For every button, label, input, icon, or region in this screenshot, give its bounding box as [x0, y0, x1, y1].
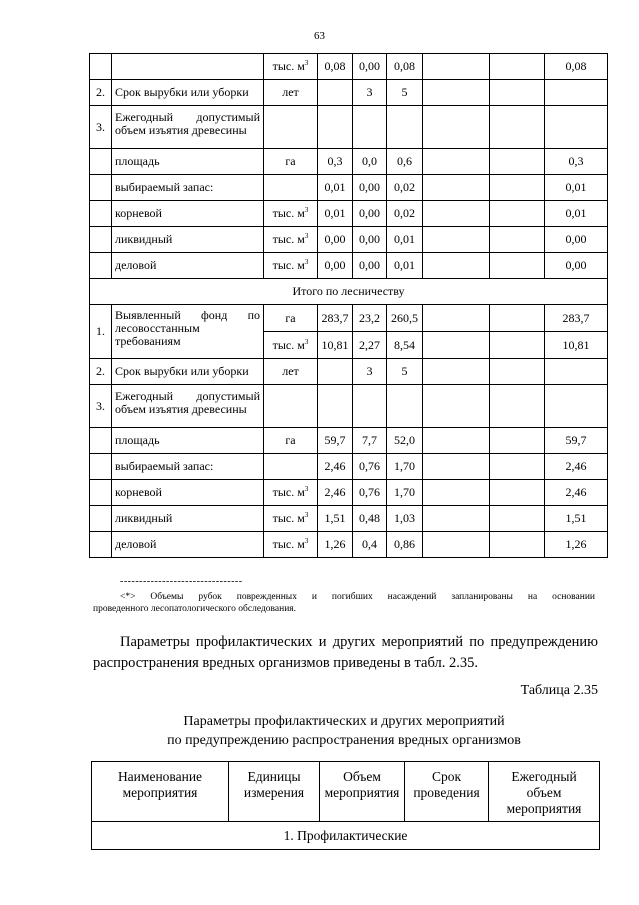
table-row — [90, 253, 608, 279]
value-cell — [318, 359, 353, 385]
value-cell: 0,76 — [353, 454, 387, 480]
table-row — [90, 359, 608, 385]
unit-cell — [264, 149, 318, 175]
value-cell: 0,3 — [545, 149, 608, 175]
unit-text: га — [285, 154, 296, 168]
row-number: 1. — [90, 305, 112, 359]
row-number — [90, 480, 112, 506]
value-cell: 0,00 — [353, 253, 387, 279]
unit-cell — [264, 332, 318, 359]
value-cell — [490, 149, 545, 175]
row-name: корневой — [112, 201, 264, 227]
section-row — [90, 279, 608, 305]
value-cell: 0,01 — [387, 227, 423, 253]
table-row — [90, 480, 608, 506]
value-cell: 0,01 — [545, 201, 608, 227]
row-number — [90, 201, 112, 227]
empty-cell — [318, 106, 353, 149]
row-name-line-2: лесовосстанным — [115, 321, 200, 335]
row-number — [90, 428, 112, 454]
empty-cell — [264, 385, 318, 428]
unit-text: га — [285, 433, 296, 447]
value-cell — [423, 253, 490, 279]
body-paragraph — [93, 632, 598, 674]
value-cell: 2,46 — [545, 480, 608, 506]
row-name: Срок вырубки или уборки — [112, 359, 264, 385]
value-cell — [490, 359, 545, 385]
value-cell: 0,0 — [353, 149, 387, 175]
value-cell: 0,48 — [353, 506, 387, 532]
value-cell — [423, 175, 490, 201]
value-cell: 0,00 — [545, 227, 608, 253]
value-cell: 0,00 — [353, 201, 387, 227]
row-name-line-2: объем изъятия древесины — [115, 123, 247, 137]
empty-cell — [318, 385, 353, 428]
empty-cell — [264, 106, 318, 149]
unit-text: тыс. м — [272, 511, 305, 525]
row-name-line-1: Ежегодный допустимый — [115, 110, 260, 124]
value-cell: 0,86 — [387, 532, 423, 558]
value-cell: 0,01 — [545, 175, 608, 201]
row-name-line-1: Выявленный фонд по — [115, 308, 260, 322]
value-cell: 5 — [387, 80, 423, 106]
value-cell: 7,7 — [353, 428, 387, 454]
row-name: площадь — [112, 149, 264, 175]
value-cell: 23,2 — [353, 305, 387, 332]
empty-cell — [545, 385, 608, 428]
value-cell: 59,7 — [318, 428, 353, 454]
row-number — [90, 175, 112, 201]
measures-section-row — [92, 822, 600, 850]
empty-cell — [387, 385, 423, 428]
value-cell: 0,00 — [318, 253, 353, 279]
value-cell — [490, 227, 545, 253]
row-number — [90, 532, 112, 558]
page-number: 63 — [314, 30, 325, 42]
table-title-line-1: Параметры профилактических и других мероприятий — [183, 714, 505, 729]
table-title — [93, 712, 595, 750]
paragraph-line-2: распространения вредных организмов приведены в табл. 2.35. — [93, 655, 478, 671]
measures-section-title: 1. Профилактические — [92, 822, 600, 850]
value-cell: 0,02 — [387, 175, 423, 201]
row-name: Срок вырубки или уборки — [112, 80, 264, 106]
value-cell: 0,00 — [353, 175, 387, 201]
value-cell: 260,5 — [387, 305, 423, 332]
unit-text: тыс. м — [272, 206, 305, 220]
value-cell: 0,3 — [318, 149, 353, 175]
unit-superscript: 3 — [304, 232, 309, 240]
table-row — [90, 106, 608, 149]
unit-cell — [264, 359, 318, 385]
value-cell — [423, 305, 490, 332]
value-cell: 0,01 — [318, 201, 353, 227]
value-cell: 3 — [353, 80, 387, 106]
table-row — [90, 532, 608, 558]
value-cell — [423, 54, 490, 80]
value-cell — [423, 506, 490, 532]
value-cell — [545, 359, 608, 385]
value-cell — [490, 428, 545, 454]
unit-cell — [264, 80, 318, 106]
value-cell — [423, 201, 490, 227]
value-cell — [423, 80, 490, 106]
value-cell — [490, 253, 545, 279]
value-cell: 0,00 — [353, 54, 387, 80]
table-row — [90, 175, 608, 201]
value-cell: 5 — [387, 359, 423, 385]
unit-cell — [264, 428, 318, 454]
row-name: выбираемый запас: — [112, 454, 264, 480]
empty-cell — [353, 106, 387, 149]
value-cell — [490, 54, 545, 80]
footnote — [93, 591, 595, 615]
row-name: деловой — [112, 532, 264, 558]
footnote-separator: -------------------------------- — [120, 576, 243, 587]
row-name: корневой — [112, 480, 264, 506]
empty-cell — [490, 106, 545, 149]
table-title-line-2: по предупреждению распространения вредных организмов — [167, 733, 521, 748]
unit-text: тыс. м — [272, 232, 305, 246]
value-cell: 0,4 — [353, 532, 387, 558]
value-cell: 10,81 — [545, 332, 608, 359]
row-number — [90, 506, 112, 532]
value-cell — [490, 480, 545, 506]
row-number — [90, 253, 112, 279]
unit-cell — [264, 227, 318, 253]
row-name — [112, 385, 264, 428]
value-cell: 1,51 — [318, 506, 353, 532]
unit-text: га — [285, 310, 296, 325]
value-cell: 2,27 — [353, 332, 387, 359]
value-cell: 0,08 — [318, 54, 353, 80]
row-name — [112, 106, 264, 149]
fund-row-a — [90, 305, 608, 332]
row-number: 3. — [90, 106, 112, 149]
empty-cell — [353, 385, 387, 428]
unit-text: лет — [282, 364, 299, 378]
row-number — [90, 227, 112, 253]
value-cell — [490, 454, 545, 480]
value-cell: 1,26 — [545, 532, 608, 558]
value-cell: 0,01 — [387, 253, 423, 279]
value-cell — [423, 532, 490, 558]
empty-cell — [387, 106, 423, 149]
value-cell — [490, 201, 545, 227]
row-name-line-2: объем изъятия древесины — [115, 402, 247, 416]
table-row — [90, 454, 608, 480]
table-row — [90, 201, 608, 227]
unit-superscript: 3 — [304, 206, 309, 214]
value-cell: 3 — [353, 359, 387, 385]
unit-superscript: 3 — [304, 258, 309, 266]
row-number — [90, 454, 112, 480]
value-cell: 0,00 — [545, 253, 608, 279]
row-name: ликвидный — [112, 227, 264, 253]
empty-cell — [423, 385, 490, 428]
row-name: ликвидный — [112, 506, 264, 532]
value-cell — [490, 332, 545, 359]
value-cell: 1,26 — [318, 532, 353, 558]
row-name: выбираемый запас: — [112, 175, 264, 201]
unit-cell — [264, 253, 318, 279]
value-cell — [423, 454, 490, 480]
value-cell — [423, 149, 490, 175]
value-cell: 0,00 — [318, 227, 353, 253]
value-cell: 1,03 — [387, 506, 423, 532]
measures-table — [91, 761, 600, 850]
measures-header-row — [92, 762, 600, 822]
unit-cell — [264, 305, 318, 332]
unit-text: тыс. м — [272, 258, 305, 272]
table-row — [90, 385, 608, 428]
value-cell — [423, 227, 490, 253]
row-name: площадь — [112, 428, 264, 454]
table-row — [90, 227, 608, 253]
unit-cell — [264, 506, 318, 532]
unit-cell — [264, 532, 318, 558]
value-cell — [490, 532, 545, 558]
unit-superscript: 3 — [304, 485, 309, 493]
table-row — [90, 428, 608, 454]
value-cell: 10,81 — [318, 332, 353, 359]
value-cell: 0,01 — [318, 175, 353, 201]
unit-cell — [264, 54, 318, 80]
value-cell — [490, 80, 545, 106]
row-name — [112, 54, 264, 80]
unit-cell — [264, 454, 318, 480]
section-title: Итого по лесничеству — [90, 279, 608, 305]
row-number — [90, 54, 112, 80]
value-cell: 283,7 — [545, 305, 608, 332]
unit-superscript: 3 — [304, 337, 309, 346]
value-cell: 0,76 — [353, 480, 387, 506]
value-cell — [545, 80, 608, 106]
forest-volume-table — [89, 53, 608, 558]
paragraph-line-1: Параметры профилактических и других мероприятий по предупреждению — [120, 634, 598, 650]
value-cell — [423, 332, 490, 359]
row-number: 2. — [90, 80, 112, 106]
value-cell: 59,7 — [545, 428, 608, 454]
table-row — [90, 149, 608, 175]
value-cell: 8,54 — [387, 332, 423, 359]
value-cell — [423, 359, 490, 385]
value-cell — [490, 506, 545, 532]
unit-superscript: 3 — [304, 537, 309, 545]
unit-cell — [264, 175, 318, 201]
row-name — [112, 305, 264, 359]
unit-text: тыс. м — [272, 537, 305, 551]
unit-text: тыс. м — [272, 485, 305, 499]
value-cell: 1,70 — [387, 480, 423, 506]
value-cell: 0,08 — [387, 54, 423, 80]
unit-text: лет — [282, 85, 299, 99]
empty-cell — [490, 385, 545, 428]
row-name: деловой — [112, 253, 264, 279]
table-label: Таблица 2.35 — [520, 683, 598, 698]
value-cell — [318, 80, 353, 106]
value-cell: 2,46 — [318, 454, 353, 480]
table-row — [90, 54, 608, 80]
value-cell — [490, 305, 545, 332]
table-row — [90, 80, 608, 106]
unit-superscript: 3 — [304, 59, 309, 67]
footnote-line-2: проведенного лесопатологического обследования. — [93, 604, 297, 614]
footnote-line-1: <*> Объемы рубок поврежденных и погибших насаждений запланированы на основании — [120, 592, 595, 602]
value-cell — [423, 428, 490, 454]
unit-superscript: 3 — [304, 511, 309, 519]
unit-cell — [264, 201, 318, 227]
header-cell-term: Срок проведения — [405, 762, 489, 822]
value-cell: 0,6 — [387, 149, 423, 175]
value-cell: 1,70 — [387, 454, 423, 480]
value-cell: 0,02 — [387, 201, 423, 227]
value-cell — [423, 480, 490, 506]
row-number: 3. — [90, 385, 112, 428]
unit-cell — [264, 480, 318, 506]
value-cell: 1,51 — [545, 506, 608, 532]
value-cell: 0,08 — [545, 54, 608, 80]
row-name-line-1: Ежегодный допустимый — [115, 389, 260, 403]
empty-cell — [423, 106, 490, 149]
empty-cell — [545, 106, 608, 149]
value-cell: 283,7 — [318, 305, 353, 332]
header-cell-annual: Ежегодный объем мероприятия — [489, 762, 600, 822]
value-cell — [490, 175, 545, 201]
row-number: 2. — [90, 359, 112, 385]
row-name-line-3: требованиям — [115, 334, 181, 348]
value-cell: 0,00 — [353, 227, 387, 253]
unit-text: тыс. м — [272, 337, 305, 352]
header-cell-unit: Единицы измерения — [229, 762, 320, 822]
row-number — [90, 149, 112, 175]
value-cell: 52,0 — [387, 428, 423, 454]
header-cell-volume: Объем мероприятия — [320, 762, 405, 822]
header-cell-name: Наименование мероприятия — [92, 762, 229, 822]
value-cell: 2,46 — [545, 454, 608, 480]
value-cell: 2,46 — [318, 480, 353, 506]
unit-text: тыс. м — [272, 59, 305, 73]
table-row — [90, 506, 608, 532]
